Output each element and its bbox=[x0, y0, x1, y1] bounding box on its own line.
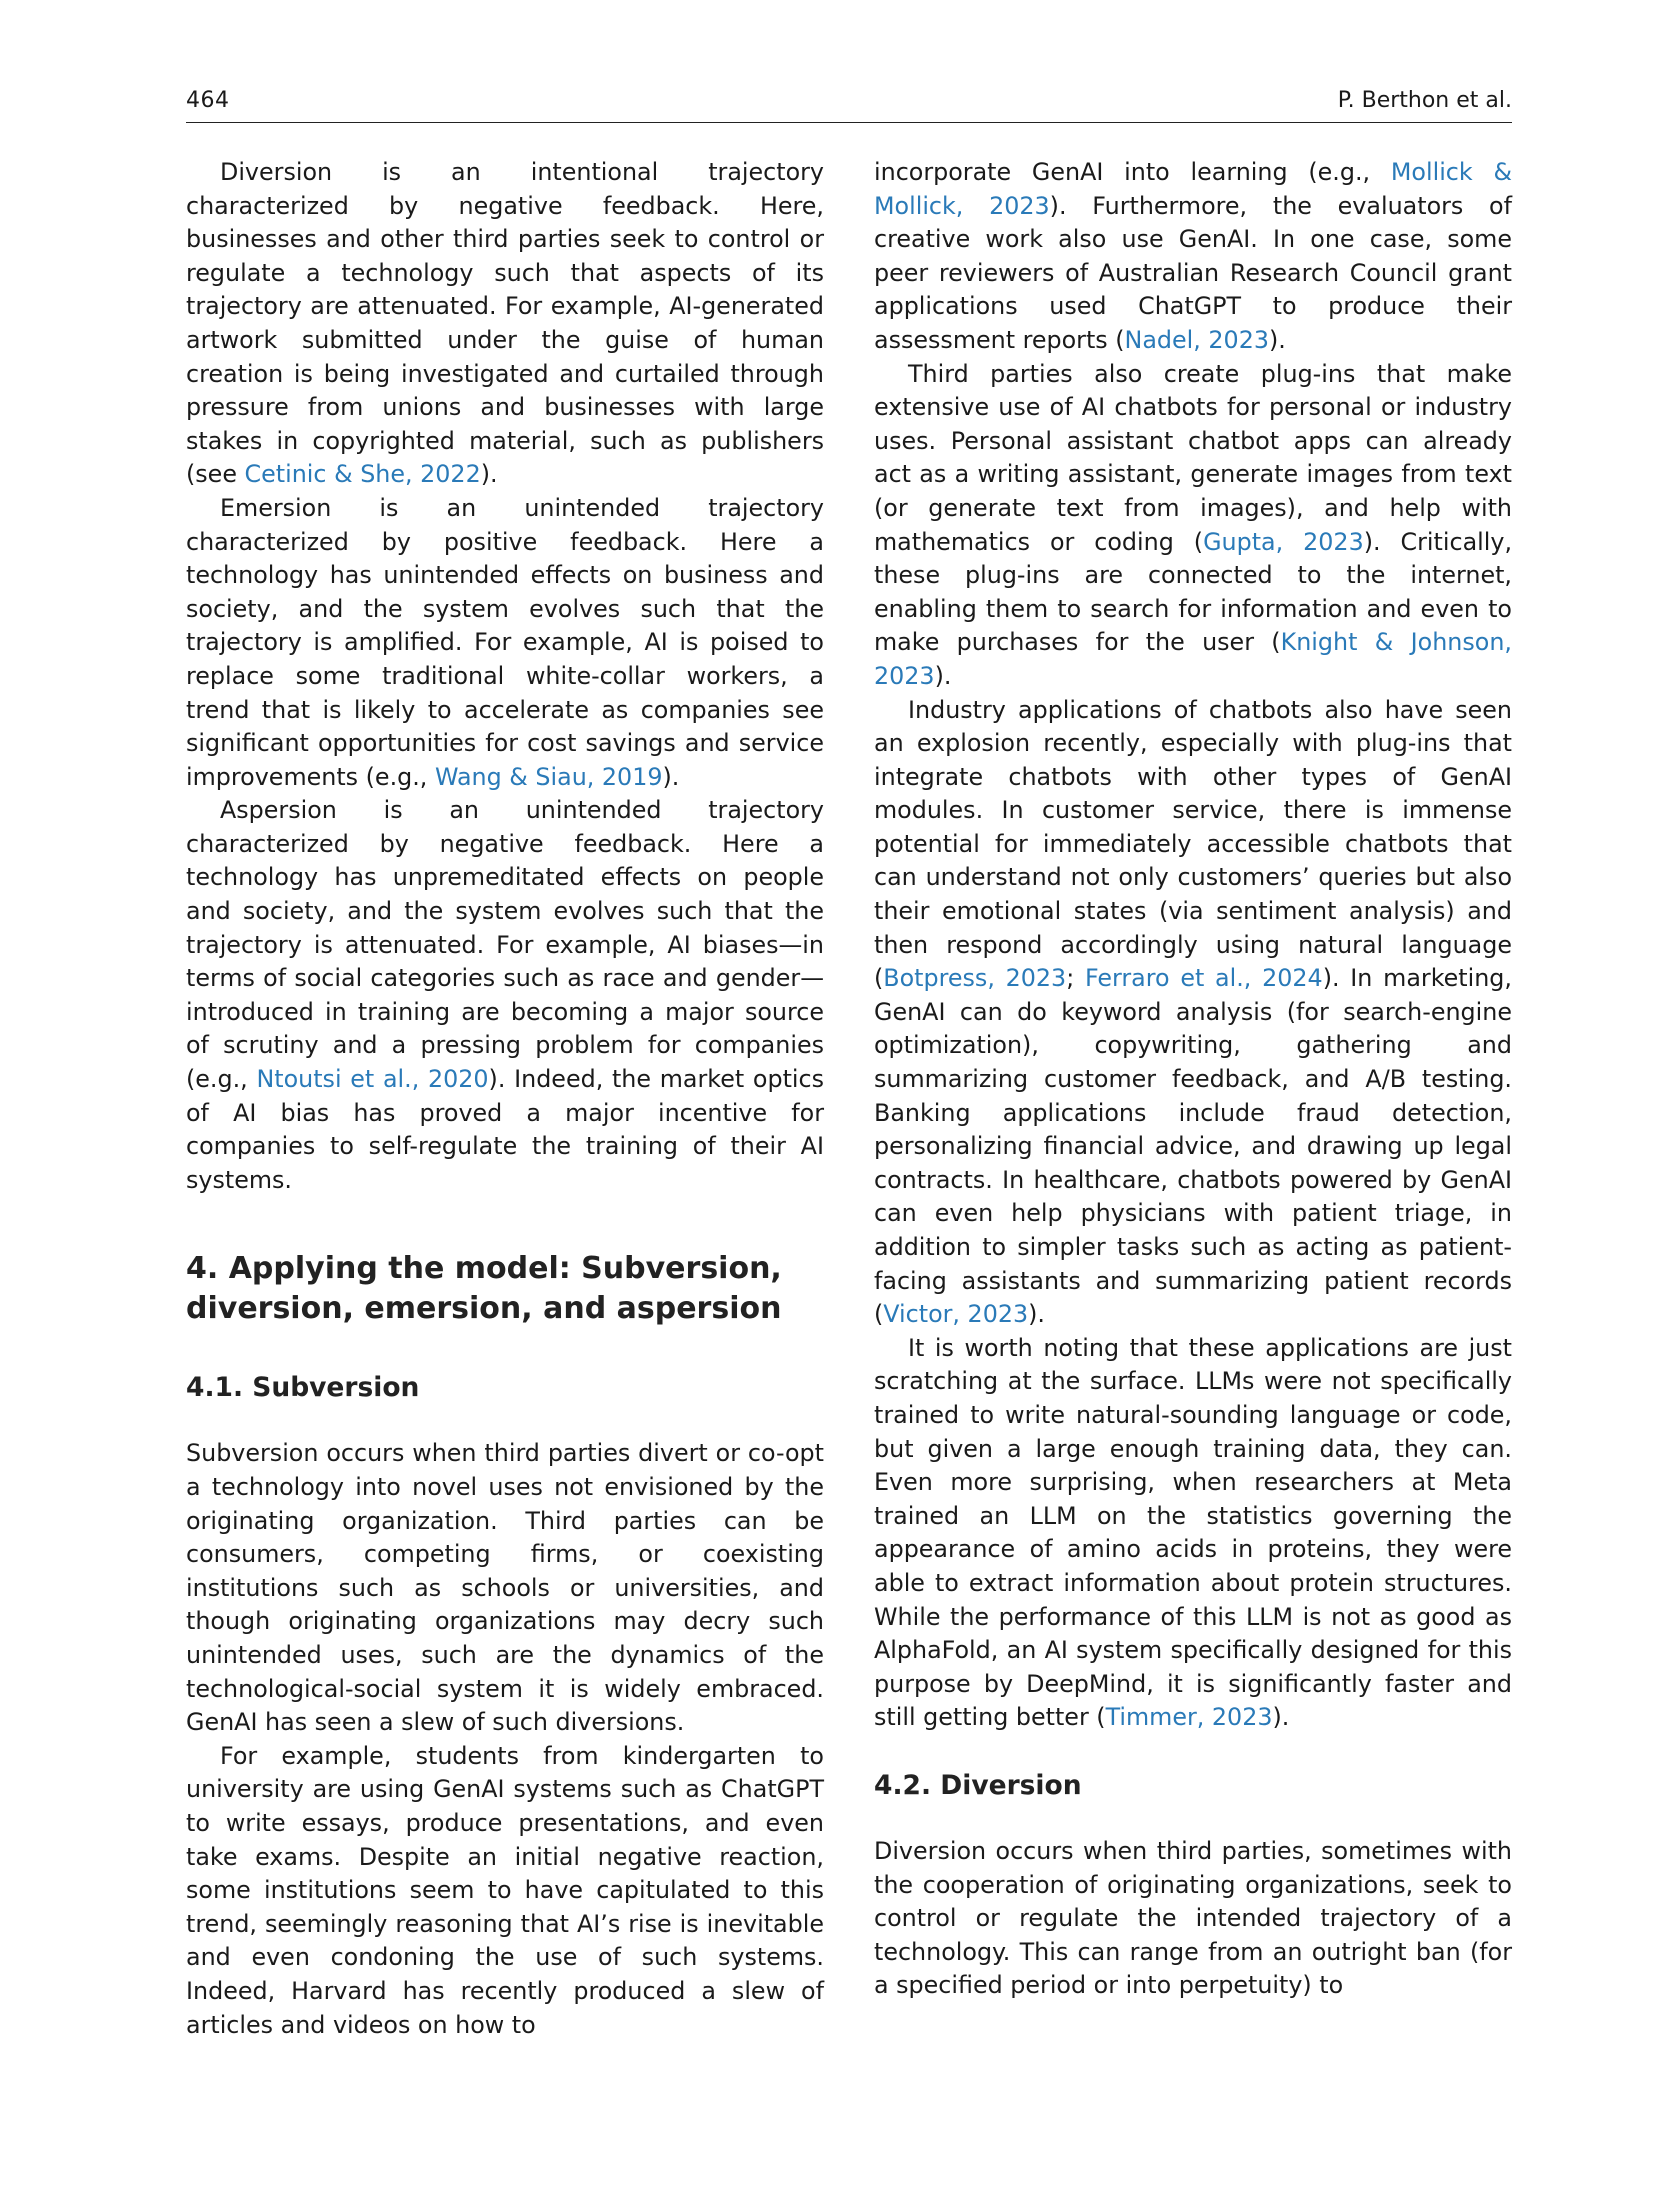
running-header-authors: P. Berthon et al. bbox=[1337, 88, 1512, 113]
paragraph-continued: incorporate GenAI into learning (e.g., Mollick & Mollick, 2023). Furthermore, the evaluators of creative work also use GenAI. In one case, some peer reviewers of Australian Research Council grant applications used ChatGPT to produce their assessment reports (Nadel, 2023). bbox=[874, 158, 1512, 354]
paragraph-emersion-definition: Emersion is an unintended trajectory characterized by positive feedback. Here a technology has unintended effects on business and society, and the system evolves such that the trajectory is amplified. For example, AI is poised to replace some traditional white-collar workers, a trend that is likely to accelerate as companies see significant opportunities for cost savings and service improvements (e.g., Wang & Siau, 2019). bbox=[186, 493, 824, 791]
subsection-heading-subversion: 4.1. Subversion bbox=[186, 1372, 420, 1404]
paragraph-industry-applications: Industry applications of chatbots also have seen an explosion recently, especially with plug-ins that integrate chatbots with other types of GenAI modules. In customer service, there is immense potential for immediately accessible chatbots that can understand not only customers’ queries but also their emotional states (via sentiment analysis) and then respond accordingly using natural language (Botpress, 2023; Ferraro et al., 2024). In marketing, GenAI can do keyword analysis (for search-engine optimization), copywriting, gathering and summarizing customer feedback, and A/B testing. Banking applications include fraud detection, personalizing financial advice, and drawing up legal contracts. In healthcare, chatbots powered by GenAI can even help physicians with patient triage, in addition to simpler tasks such as acting as patient-facing assistants and summarizing patient records (Victor, 2023). bbox=[874, 695, 1512, 1329]
paragraph-diversion: Diversion occurs when third parties, sometimes with the cooperation of originating organizations, seek to control or regulate the intended trajectory of a technology. This can range from an outright ban (for a specified period or into perpetuity) to bbox=[874, 1836, 1512, 2000]
paragraph-surface: It is worth noting that these applications are just scratching at the surface. LLMs were not specifically trained to write natural-sounding language or code, but given a large enough training data, they can. Even more surprising, when researchers at Meta trained an LLM on the statistics governing the appearance of amino acids in proteins, they were able to extract information about protein structures. While the performance of this LLM is not as good as AlphaFold, an AI system specifically designed for this purpose by DeepMind, it is significantly faster and still getting better (Timmer, 2023). bbox=[874, 1333, 1512, 1732]
page-number: 464 bbox=[186, 88, 230, 113]
paragraph-plugins: Third parties also create plug-ins that make extensive use of AI chatbots for personal or industry uses. Personal assistant chatbot apps can already act as a writing assistant, generate images from text (or generate text from images), and help with mathematics or coding (Gupta, 2023). Critically, these plug-ins are connected to the internet, enabling them to search for information and even to make purchases for the user (Knight & Johnson, 2023). bbox=[874, 359, 1513, 690]
citation-link[interactable]: Timmer, 2023 bbox=[1105, 1703, 1273, 1732]
citation-link[interactable]: Botpress, 2023 bbox=[883, 964, 1067, 993]
running-header bbox=[186, 88, 1512, 123]
citation-link[interactable]: Cetinic & She, 2022 bbox=[244, 460, 481, 489]
citation-link[interactable]: Mollick & Mollick, 2023 bbox=[874, 158, 1512, 220]
citation-link[interactable]: Ntoutsi et al., 2020 bbox=[256, 1065, 489, 1094]
section-heading: 4. Applying the model: Subversion, diversion, emersion, and aspersion bbox=[186, 1251, 782, 1327]
paragraph-diversion-definition: Diversion is an intentional trajectory characterized by negative feedback. Here, businesses and other third parties seek to control or regulate a technology such that aspects of its trajectory are attenuated. For example, AI-generated artwork submitted under the guise of human creation is being investigated and curtailed through pressure from unions and businesses with large stakes in copyrighted material, such as publishers (see Cetinic & She, 2022). bbox=[186, 158, 824, 489]
subsection-heading-diversion: 4.2. Diversion bbox=[874, 1769, 1082, 1801]
citation-link[interactable]: Nadel, 2023 bbox=[1124, 325, 1269, 354]
paragraph-aspersion-definition: Aspersion is an unintended trajectory characterized by negative feedback. Here a technology has unpremeditated effects on people and society, and the system evolves such that the trajectory is attenuated. For example, AI biases—in terms of social categories such as race and gender—introduced in training are becoming a major source of scrutiny and a pressing problem for companies (e.g., Ntoutsi et al., 2020). Indeed, the market optics of AI bias has proved a major incentive for companies to self-regulate the training of their AI systems. bbox=[186, 796, 824, 1194]
citation-link[interactable]: Gupta, 2023 bbox=[1203, 527, 1364, 556]
left-column bbox=[186, 156, 824, 2042]
citation-link[interactable]: Knight & Johnson, 2023 bbox=[874, 628, 1512, 690]
paragraph-subversion-example: For example, students from kindergarten to university are using GenAI systems such as ChatGPT to write essays, produce presentations, and even take exams. Despite an initial negative reaction, some institutions seem to have capitulated to this trend, seemingly reasoning that AI’s rise is inevitable and even condoning the use of such systems. Indeed, Harvard has recently produced a slew of articles and videos on how to bbox=[186, 1741, 824, 2039]
paragraph-subversion-definition: Subversion occurs when third parties divert or co-opt a technology into novel uses not envisioned by the originating organization. Third parties can be consumers, competing firms, or coexisting institutions such as schools or universities, and though originating organizations may decry such unintended uses, such are the dynamics of the technological-social system it is widely embraced. GenAI has seen a slew of such diversions. bbox=[186, 1439, 824, 1737]
citation-link[interactable]: Victor, 2023 bbox=[883, 1300, 1029, 1329]
citation-link[interactable]: Wang & Siau, 2019 bbox=[434, 762, 663, 791]
citation-link[interactable]: Ferraro et al., 2024 bbox=[1084, 964, 1323, 993]
right-column bbox=[874, 156, 1512, 2003]
